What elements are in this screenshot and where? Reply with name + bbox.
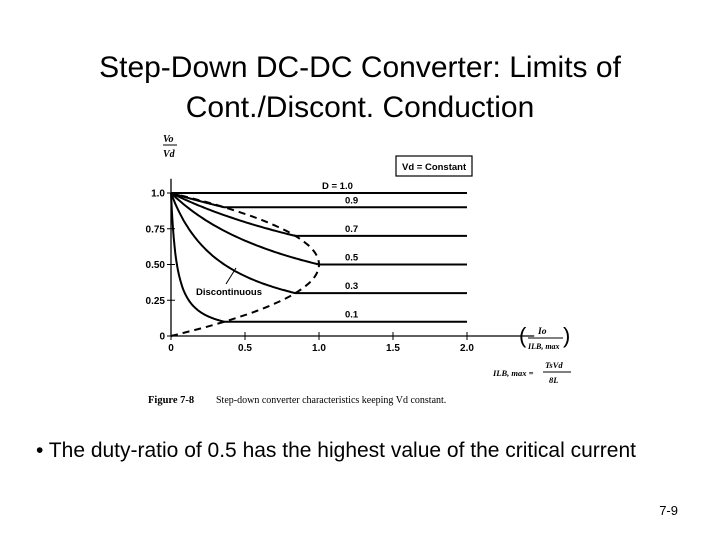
x-axis-label-den: ILB, max bbox=[528, 342, 560, 351]
formula-den: 8L bbox=[549, 375, 559, 385]
duty-label: 0.7 bbox=[345, 223, 359, 235]
figure-caption-label: Figure 7-8 bbox=[148, 395, 195, 406]
y-tick-label: 1.0 bbox=[151, 188, 165, 200]
y-tick-label: 0.25 bbox=[145, 295, 165, 307]
axes bbox=[146, 179, 535, 354]
series-line-d-0-5 bbox=[171, 193, 467, 265]
legend-box-text: Vd = Constant bbox=[402, 162, 467, 173]
title-line-1: Step-Down DC-DC Converter: Limits of bbox=[99, 51, 621, 84]
duty-label: 0.1 bbox=[345, 309, 359, 321]
series-line-d-0-9 bbox=[171, 193, 467, 207]
duty-label: 0.3 bbox=[345, 281, 359, 293]
title-line-2: Cont./Discont. Conduction bbox=[185, 91, 535, 124]
x-axis-paren-right: ) bbox=[563, 323, 571, 348]
figure-caption-text: Step-down converter characteristics keeping Vd constant. bbox=[216, 395, 447, 406]
bullet-text: • The duty-ratio of 0.5 has the highest value of the critical current bbox=[36, 439, 636, 462]
duty-label: 0.5 bbox=[345, 252, 359, 264]
discontinuous-label: Discontinuous bbox=[196, 287, 262, 298]
formula-lhs: ILB, max = bbox=[493, 368, 534, 378]
series-line-d-0-7 bbox=[171, 193, 467, 236]
curves bbox=[171, 193, 467, 336]
y-tick-label: 0 bbox=[159, 331, 165, 343]
x-axis-label-num: Io bbox=[538, 327, 547, 337]
x-tick-label: 1.5 bbox=[386, 343, 400, 354]
x-tick-label: 1.0 bbox=[312, 343, 326, 354]
boundary-dashed-curve bbox=[171, 193, 319, 336]
y-tick-label: 0.50 bbox=[145, 260, 165, 271]
y-axis-label-den: Vd bbox=[163, 149, 175, 160]
formula-num: TsVd bbox=[545, 360, 563, 370]
x-tick-label: 0 bbox=[168, 343, 174, 354]
x-tick-label: 2.0 bbox=[460, 343, 474, 354]
y-tick-label: 0.75 bbox=[145, 224, 165, 236]
x-axis-paren-left: ( bbox=[519, 323, 527, 348]
chart-labels bbox=[226, 181, 359, 321]
duty-label: 0.9 bbox=[345, 195, 359, 207]
y-axis-label-num: Vo bbox=[163, 134, 174, 145]
region-pointer-line bbox=[226, 268, 236, 284]
duty-label: D = 1.0 bbox=[322, 181, 353, 192]
x-tick-label: 0.5 bbox=[238, 343, 252, 354]
page-number: 7-9 bbox=[659, 503, 678, 518]
